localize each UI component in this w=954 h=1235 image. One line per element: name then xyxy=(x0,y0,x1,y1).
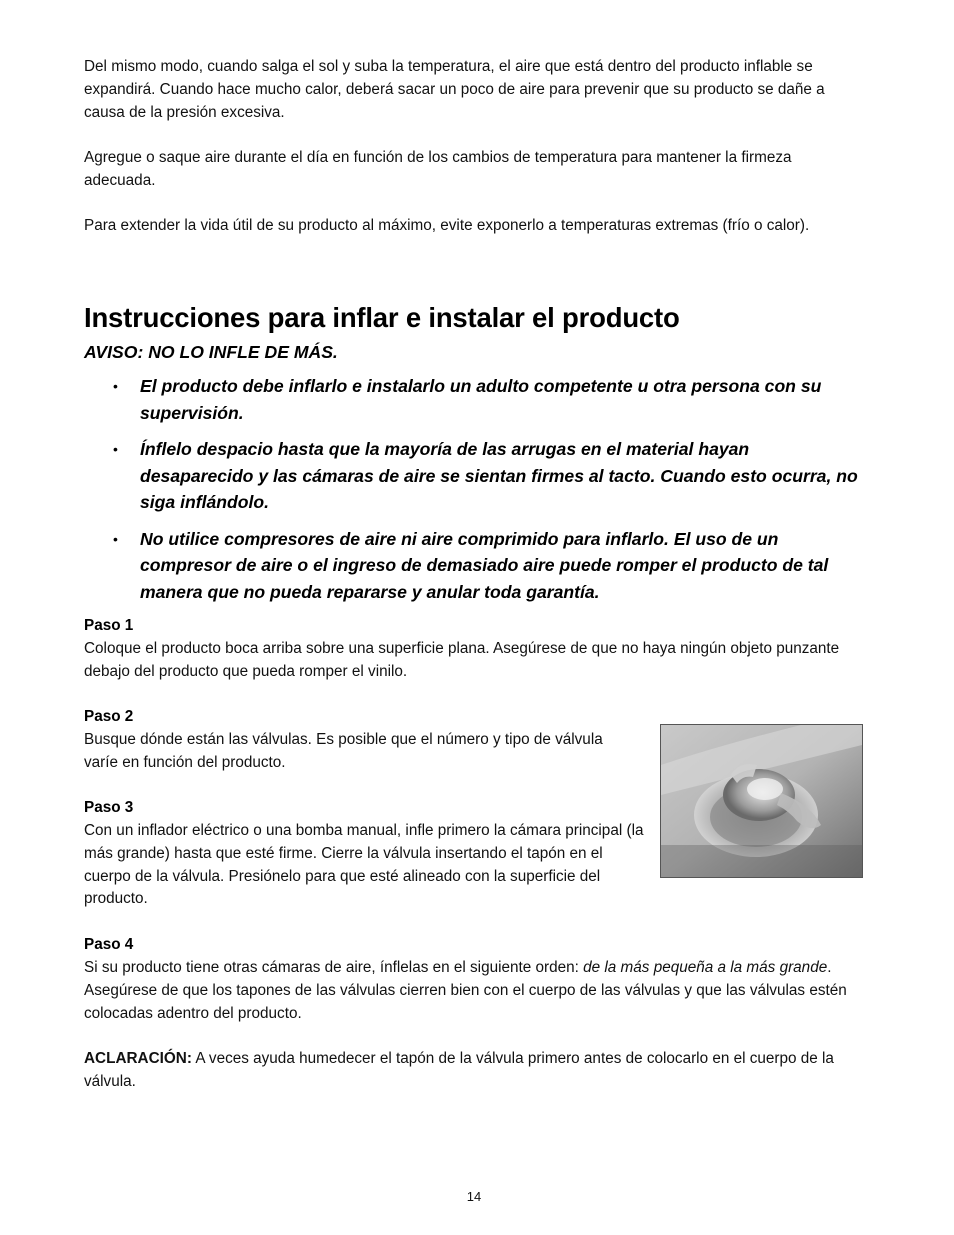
warning-title: AVISO: NO LO INFLE DE MÁS. xyxy=(84,342,338,362)
step-4-text xyxy=(84,957,864,1025)
warning-bullet-text: Ínflelo despacio hasta que la mayoría de las arrugas en el material hayan desaparecido y las cámaras de aire se sientan firmes al tacto. Cuando esto ocurra, no siga inflándolo. xyxy=(140,439,858,512)
intro-paragraph-2: Agregue o saque aire durante el día en función de los cambios de temperatura para mantener la firmeza adecuada. xyxy=(84,149,792,189)
valve-image xyxy=(661,725,862,877)
warning-bullet-text: No utilice compresores de aire ni aire comprimido para inflarlo. El uso de un compresor de aire o el ingreso de demasiado aire puede romper el producto de tal manera que no pueda repararse y anular toda garantía. xyxy=(140,528,829,602)
step-4-title: Paso 4 xyxy=(84,936,134,953)
step-4-text-after: . Asegúrese de que los tapones de las válvulas cierren bien con el cuerpo de las válvulas y que las válvulas estén colocadas adentro del producto. xyxy=(84,959,847,1022)
intro-paragraph-1: Del mismo modo, cuando salga el sol y suba la temperatura, el aire que está dentro del producto inflable se expandirá. Cuando hace mucho calor, deberá sacar un poco de aire para prevenir que su producto se dañe a causa de la presión excesiva. xyxy=(84,58,825,121)
bullet-icon: • xyxy=(113,530,118,547)
warning-bullet-item xyxy=(84,436,864,516)
warning-bullet-list xyxy=(84,373,864,615)
bullet-icon: • xyxy=(113,378,118,394)
step-1-text: Coloque el producto boca arriba sobre una superficie plana. Asegúrese de que no haya ningún objeto punzante debajo del producto que pueda romper el vinilo. xyxy=(84,640,840,680)
warning-bullet-item xyxy=(84,373,864,426)
step-2-title: Paso 2 xyxy=(84,708,134,725)
clarification-note xyxy=(84,1048,864,1094)
section-heading: Instrucciones para inflar e instalar el producto xyxy=(84,302,680,333)
step-3-text: Con un inflador eléctrico o una bomba manual, infle primero la cámara principal (la más grande) hasta que esté firme. Cierre la válvula insertando el tapón en el cuerpo de la válvula. Presiónelo para que esté alineado con la superficie del producto. xyxy=(84,822,644,908)
step-4-text-italic: de la más pequeña a la más grande xyxy=(583,959,828,976)
valve-photo xyxy=(660,724,863,878)
document-page xyxy=(84,0,864,1235)
step-1-title: Paso 1 xyxy=(84,617,134,634)
clarification-text: A veces ayuda humedecer el tapón de la válvula primero antes de colocarlo en el cuerpo de la válvula. xyxy=(84,1050,834,1090)
page-number: 14 xyxy=(466,1189,482,1204)
step-2-text: Busque dónde están las válvulas. Es posible que el número y tipo de válvula varíe en función del producto. xyxy=(84,731,603,771)
clarification-label: ACLARACIÓN: xyxy=(84,1050,192,1067)
warning-bullet-item xyxy=(84,526,864,606)
intro-paragraph-3: Para extender la vida útil de su producto al máximo, evite exponerlo a temperaturas extremas (frío o calor). xyxy=(84,217,810,234)
warning-bullet-text: El producto debe inflarlo e instalarlo un adulto competente u otra persona con su supervisión. xyxy=(140,376,822,423)
bullet-icon: • xyxy=(113,441,118,457)
step-3-title: Paso 3 xyxy=(84,799,134,816)
step-4-text-before: Si su producto tiene otras cámaras de aire, ínflelas en el siguiente orden: xyxy=(84,959,584,976)
